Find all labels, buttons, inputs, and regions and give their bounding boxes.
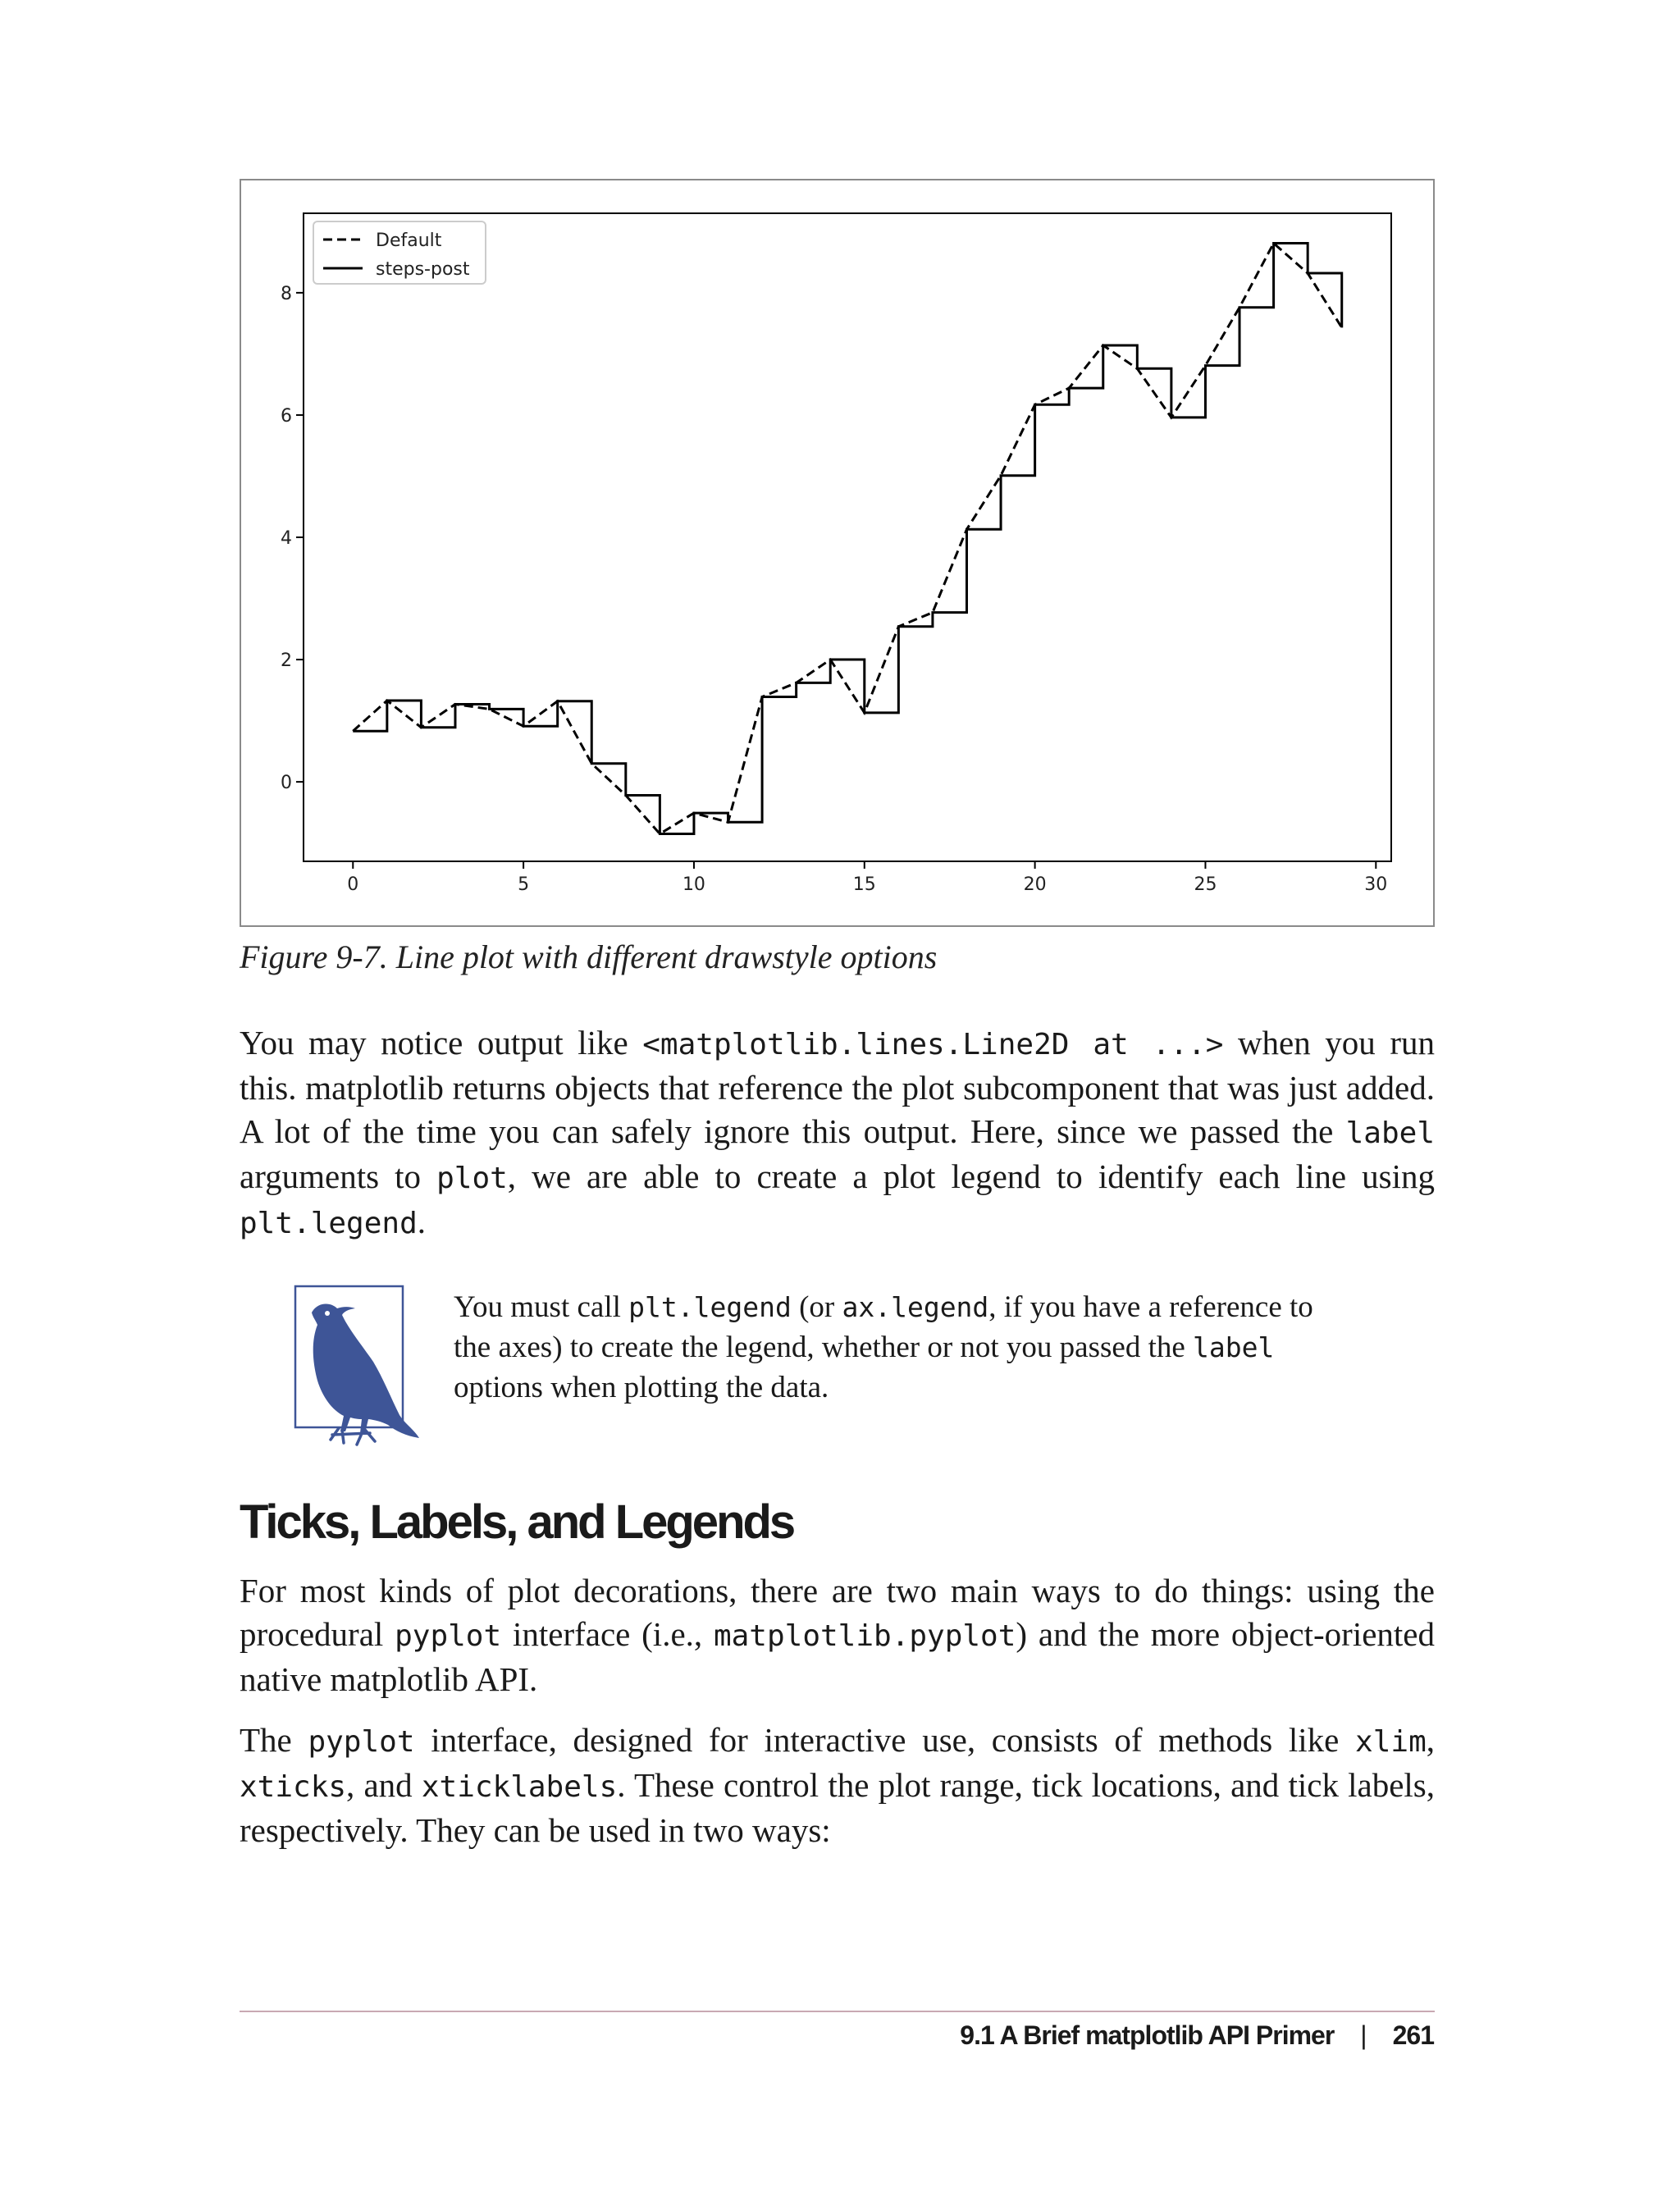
code-label: label bbox=[1345, 1116, 1435, 1150]
text-run: You may notice output like bbox=[240, 1024, 643, 1061]
code-plot: plot bbox=[436, 1162, 508, 1195]
footer-separator: | bbox=[1360, 2020, 1367, 2050]
text-run: interface, designed for interactive use, consists of methods like bbox=[414, 1721, 1356, 1759]
page-footer bbox=[960, 2020, 1434, 2051]
text-run: interface (i.e., bbox=[501, 1615, 714, 1653]
running-header-section: 9.1 A Brief matplotlib API Primer bbox=[960, 2020, 1335, 2050]
x-tick-label: 25 bbox=[1194, 874, 1217, 895]
code-label: label bbox=[1193, 1331, 1275, 1363]
y-tick-label: 6 bbox=[281, 405, 292, 427]
text-run: options when plotting the data. bbox=[454, 1371, 829, 1404]
text-run: . These control the plot range, tick locations, and tick labels, respectively. They can be used in two ways: bbox=[240, 1766, 1435, 1849]
text-run: arguments to bbox=[240, 1157, 437, 1195]
note-text bbox=[454, 1287, 1323, 1408]
plot-area bbox=[304, 213, 1391, 861]
code-ax-legend: ax.legend bbox=[842, 1291, 989, 1323]
bird-icon bbox=[291, 1284, 422, 1456]
note-box bbox=[291, 1284, 1440, 1456]
text-run: , and bbox=[346, 1766, 422, 1804]
section-heading: Ticks, Labels, and Legends bbox=[240, 1495, 794, 1549]
code-matplotlib-pyplot: matplotlib.pyplot bbox=[713, 1619, 1016, 1653]
x-tick-label: 10 bbox=[682, 874, 705, 895]
y-tick-label: 2 bbox=[281, 651, 292, 672]
text-run: You must call bbox=[454, 1290, 629, 1324]
code-line2d-repr: <matplotlib.lines.Line2D at ...> bbox=[642, 1028, 1224, 1061]
legend-label: steps-post bbox=[376, 259, 470, 280]
code-xticklabels: xticklabels bbox=[421, 1770, 618, 1804]
paragraph-pyplot-interface bbox=[240, 1719, 1435, 1852]
page-number: 261 bbox=[1392, 2020, 1434, 2050]
code-pyplot: pyplot bbox=[308, 1725, 415, 1759]
text-run: The bbox=[240, 1721, 308, 1759]
x-tick-label: 30 bbox=[1364, 874, 1388, 895]
paragraph-line2d-output bbox=[240, 1021, 1435, 1245]
y-tick-label: 0 bbox=[281, 773, 292, 794]
legend-label: Default bbox=[376, 231, 442, 251]
x-tick-label: 5 bbox=[518, 874, 530, 895]
line-chart bbox=[241, 180, 1433, 925]
x-tick-label: 0 bbox=[347, 874, 359, 895]
text-run: (or bbox=[791, 1290, 842, 1324]
code-xlim: xlim bbox=[1355, 1725, 1427, 1759]
text-run: For most kinds of plot decorations, there are two main ways to do things: using the procedural bbox=[240, 1572, 1435, 1653]
footer-rule bbox=[240, 2011, 1435, 2012]
figure-caption: Figure 9-7. Line plot with different drawstyle options bbox=[240, 938, 938, 975]
text-run: , we are able to create a plot legend to identify each line using bbox=[507, 1157, 1435, 1195]
text-run: when you run this. matplotlib returns objects that reference the plot subcomponent that was just added. A lot of the time you can safely ignore this output. Here, since we passed the bbox=[240, 1024, 1435, 1150]
x-tick-label: 15 bbox=[852, 874, 876, 895]
code-xticks: xticks bbox=[240, 1770, 347, 1804]
text-run: . bbox=[417, 1203, 426, 1240]
figure-frame bbox=[240, 179, 1435, 927]
y-tick-label: 8 bbox=[281, 283, 292, 304]
code-plt-legend: plt.legend bbox=[240, 1207, 418, 1240]
y-tick-label: 4 bbox=[281, 528, 292, 549]
x-tick-label: 20 bbox=[1023, 874, 1047, 895]
text-run: , bbox=[1426, 1721, 1435, 1759]
text-run: , if you have a reference to the axes) to create the legend, whether or not you passed the bbox=[454, 1290, 1313, 1364]
code-pyplot: pyplot bbox=[395, 1619, 502, 1653]
code-plt-legend: plt.legend bbox=[628, 1291, 792, 1323]
paragraph-decorations bbox=[240, 1569, 1435, 1701]
text-run: ) and the more object-oriented native matplotlib API. bbox=[240, 1615, 1435, 1698]
